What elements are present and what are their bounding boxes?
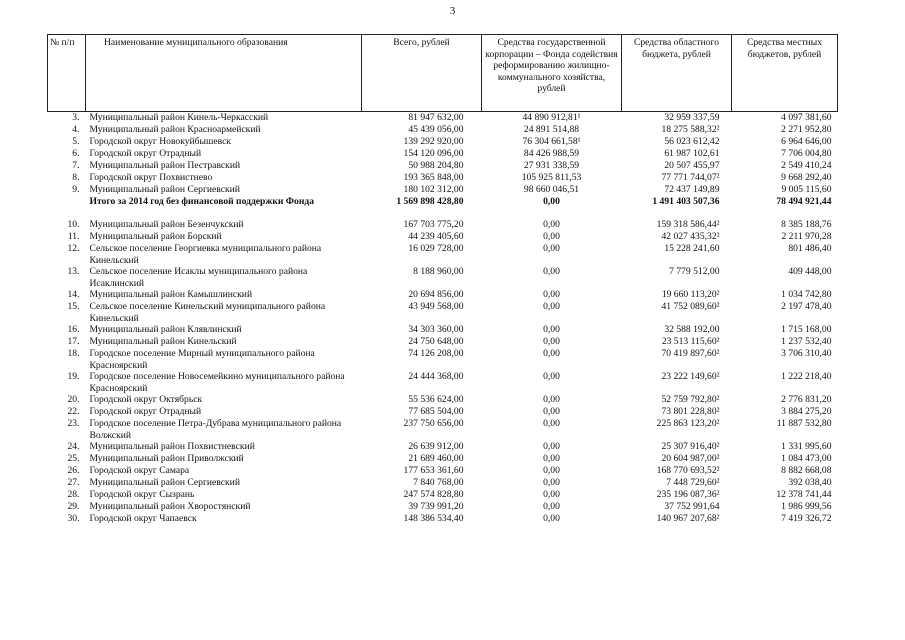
row-total: 81 947 632,00 xyxy=(408,112,464,123)
row-name: Муниципальный район Пестравский xyxy=(89,160,241,171)
row-number: 15. xyxy=(67,301,80,312)
row-fund: 98 660 046,51 xyxy=(523,184,580,195)
row-number: 28. xyxy=(67,489,80,500)
header-total: Всего, рублей xyxy=(362,35,482,112)
row-number: 20. xyxy=(67,394,80,405)
table-row xyxy=(48,336,838,348)
row-local: 7 419 326,72 xyxy=(781,513,832,524)
row-number: 12. xyxy=(67,243,80,254)
row-fund: 0,00 xyxy=(543,406,560,417)
row-name: Сельское поселение Георгиевка муниципального района Кинельский xyxy=(89,243,322,266)
row-regional: 1 491 403 507,36 xyxy=(652,196,720,207)
row-name: Муниципальный район Приволжский xyxy=(89,453,244,464)
row-name: Муниципальный район Сергиевский xyxy=(89,477,240,488)
page-number: 3 xyxy=(449,5,456,17)
row-name: Муниципальный район Камышлинский xyxy=(89,289,253,300)
row-total: 1 569 898 428,80 xyxy=(396,196,464,207)
row-name: Муниципальный район Красноармейский xyxy=(89,124,261,135)
row-fund: 0,00 xyxy=(543,418,560,429)
row-total: 34 303 360,00 xyxy=(408,324,464,335)
row-name: Городское поселение Новосемейкино муниципального района Красноярский xyxy=(89,371,345,394)
table-header xyxy=(48,35,838,112)
row-fund: 24 891 514,88 xyxy=(523,124,580,135)
row-name: Муниципальный район Хворостянский xyxy=(89,501,251,512)
row-regional: 70 419 897,60² xyxy=(661,348,720,359)
row-regional: 32 588 192,00 xyxy=(664,324,720,335)
row-fund: 0,00 xyxy=(543,489,560,500)
row-fund: 105 925 811,53 xyxy=(521,172,582,183)
row-name: Итого за 2014 год без финансовой поддержки Фонда xyxy=(89,196,315,207)
row-local: 3 884 275,20 xyxy=(781,406,832,417)
row-total: 177 653 361,60 xyxy=(403,465,464,476)
table-row xyxy=(48,289,838,301)
subtotal-row xyxy=(48,196,838,219)
row-number: 16. xyxy=(67,324,80,335)
row-regional: 25 307 916,40² xyxy=(661,441,720,452)
row-regional: 225 863 123,20² xyxy=(656,418,720,429)
row-total: 26 639 912,00 xyxy=(408,441,464,452)
row-number: 4. xyxy=(72,124,80,135)
table-row xyxy=(48,243,838,266)
row-number: 30. xyxy=(67,513,80,524)
row-name: Городской округ Октябрьск xyxy=(89,394,203,405)
row-number: 9. xyxy=(72,184,80,195)
table-row xyxy=(48,219,838,231)
row-total: 39 739 991,20 xyxy=(408,501,464,512)
table-row xyxy=(48,231,838,243)
row-name: Городской округ Отрадный xyxy=(89,148,202,159)
row-regional: 77 771 744,07² xyxy=(661,172,720,183)
row-fund: 0,00 xyxy=(543,336,560,347)
header-num: № п/п xyxy=(48,35,86,112)
table-row xyxy=(48,148,838,160)
row-name: Муниципальный район Похвистневский xyxy=(89,441,255,452)
row-number: 26. xyxy=(67,465,80,476)
row-total: 55 536 624,00 xyxy=(408,394,464,405)
row-number: 18. xyxy=(67,348,80,359)
row-fund: 44 890 912,81¹ xyxy=(522,112,581,123)
row-regional: 235 196 087,36² xyxy=(656,489,720,500)
row-local: 2 549 410,24 xyxy=(781,160,832,171)
row-total: 180 102 312,00 xyxy=(403,184,464,195)
row-name: Муниципальный район Борский xyxy=(89,231,222,242)
row-name: Сельское поселение Исаклы муниципального района Исаклинский xyxy=(89,266,308,289)
row-number xyxy=(48,196,86,219)
row-total: 193 365 848,00 xyxy=(403,172,464,183)
row-number: 11. xyxy=(67,231,80,242)
row-regional: 61 987 102,61 xyxy=(664,148,720,159)
row-fund: 0,00 xyxy=(543,371,560,382)
row-regional: 18 275 588,32² xyxy=(661,124,720,135)
row-local: 3 706 310,40 xyxy=(781,348,832,359)
row-total: 148 386 534,40 xyxy=(403,513,464,524)
row-total: 247 574 828,80 xyxy=(403,489,464,500)
table-row xyxy=(48,371,838,394)
row-fund: 0,00 xyxy=(543,301,560,312)
row-fund: 76 304 661,58¹ xyxy=(522,136,581,147)
row-local: 78 494 921,44 xyxy=(776,196,832,207)
row-regional: 19 660 113,20² xyxy=(661,289,720,300)
row-local: 409 448,00 xyxy=(788,266,832,277)
row-fund: 84 426 988,59 xyxy=(523,148,580,159)
row-regional: 73 801 228,80² xyxy=(661,406,720,417)
header-local: Средства местных бюджетов, рублей xyxy=(732,35,838,112)
row-name: Муниципальный район Безенчукский xyxy=(89,219,244,230)
funding-table xyxy=(47,34,838,525)
row-regional: 23 513 115,60² xyxy=(661,336,720,347)
row-total: 43 949 568,00 xyxy=(408,301,464,312)
row-fund: 0,00 xyxy=(543,324,560,335)
row-local: 9 005 115,60 xyxy=(781,184,832,195)
table-row xyxy=(48,489,838,501)
row-number: 10. xyxy=(67,219,80,230)
row-fund: 0,00 xyxy=(543,441,560,452)
row-number: 19. xyxy=(67,371,80,382)
row-regional: 72 437 149,89 xyxy=(664,184,720,195)
table-row xyxy=(48,324,838,336)
table-row xyxy=(48,136,838,148)
table-row xyxy=(48,172,838,184)
row-local: 11 887 532,80 xyxy=(776,418,832,429)
row-regional: 15 228 241,60 xyxy=(664,243,720,254)
row-total: 21 689 460,00 xyxy=(408,453,464,464)
table-row xyxy=(48,394,838,406)
row-regional: 41 752 089,60² xyxy=(661,301,720,312)
row-total: 24 750 648,00 xyxy=(408,336,464,347)
row-total: 16 029 728,00 xyxy=(408,243,464,254)
row-number: 29. xyxy=(67,501,80,512)
row-fund: 0,00 xyxy=(543,219,560,230)
row-name: Городской округ Отрадный xyxy=(89,406,202,417)
table-row xyxy=(48,406,838,418)
table-body xyxy=(48,112,838,526)
row-regional: 159 318 586,44² xyxy=(656,219,720,230)
row-number: 13. xyxy=(67,266,80,277)
table-row xyxy=(48,465,838,477)
row-regional: 140 967 207,68² xyxy=(656,513,720,524)
header-name: Наименование муниципального образования xyxy=(86,35,362,112)
table-row xyxy=(48,301,838,324)
row-fund: 0,00 xyxy=(543,231,560,242)
row-regional: 20 604 987,00² xyxy=(661,453,720,464)
row-number: 8. xyxy=(72,172,80,183)
row-regional: 32 959 337,59 xyxy=(664,112,720,123)
row-local: 1 986 999,56 xyxy=(781,501,832,512)
row-local: 392 038,40 xyxy=(788,477,832,488)
table-row xyxy=(48,348,838,371)
row-number: 7. xyxy=(72,160,80,171)
row-total: 7 840 768,00 xyxy=(413,477,464,488)
row-local: 1 222 218,40 xyxy=(781,371,832,382)
row-fund: 27 931 338,59 xyxy=(523,160,580,171)
table-row xyxy=(48,441,838,453)
row-regional: 42 027 435,32² xyxy=(661,231,720,242)
row-name: Городской округ Похвистнево xyxy=(89,172,213,183)
table-row xyxy=(48,160,838,172)
row-number: 17. xyxy=(67,336,80,347)
row-total: 77 685 504,00 xyxy=(408,406,464,417)
row-total: 50 988 204,80 xyxy=(408,160,464,171)
row-number: 27. xyxy=(67,477,80,488)
row-number: 24. xyxy=(67,441,80,452)
row-local: 1 331 995,60 xyxy=(781,441,832,452)
table-row xyxy=(48,477,838,489)
row-total: 24 444 368,00 xyxy=(408,371,464,382)
row-fund: 0,00 xyxy=(543,513,560,524)
row-local: 801 486,40 xyxy=(788,243,832,254)
row-local: 12 378 741,44 xyxy=(776,489,832,500)
header-fund: Средства государственной корпорации – Фонда содействия реформированию жилищно-коммунального хозяйства, рублей xyxy=(482,35,622,112)
row-total: 44 239 405,60 xyxy=(408,231,464,242)
row-total: 139 292 920,00 xyxy=(403,136,464,147)
row-local: 6 964 646,00 xyxy=(781,136,832,147)
row-local: 1 084 473,00 xyxy=(781,453,832,464)
row-local: 1 034 742,80 xyxy=(781,289,832,300)
row-fund: 0,00 xyxy=(543,289,560,300)
row-local: 2 271 952,80 xyxy=(781,124,832,135)
row-regional: 37 752 991,64 xyxy=(664,501,720,512)
table-row xyxy=(48,418,838,441)
header-regional: Средства областного бюджета, рублей xyxy=(622,35,732,112)
row-total: 154 120 096,00 xyxy=(403,148,464,159)
table-row xyxy=(48,513,838,525)
row-total: 45 439 056,00 xyxy=(408,124,464,135)
row-fund: 0,00 xyxy=(543,453,560,464)
row-number: 3. xyxy=(72,112,80,123)
table-row xyxy=(48,266,838,289)
row-name: Муниципальный район Клявлинский xyxy=(89,324,242,335)
row-number: 6. xyxy=(72,148,80,159)
row-fund: 0,00 xyxy=(543,465,560,476)
row-regional: 168 770 693,52² xyxy=(656,465,720,476)
row-name: Городской округ Новокуйбышевск xyxy=(89,136,232,147)
row-fund: 0,00 xyxy=(543,243,560,254)
row-name: Муниципальный район Кинель-Черкасский xyxy=(89,112,269,123)
row-fund: 0,00 xyxy=(543,348,560,359)
row-regional: 7 779 512,00 xyxy=(669,266,720,277)
row-name: Сельское поселение Кинельский муниципального района Кинельский xyxy=(89,301,326,324)
row-local: 1 715 168,00 xyxy=(781,324,832,335)
row-name: Городской округ Самара xyxy=(89,465,190,476)
row-regional: 52 759 792,80² xyxy=(661,394,720,405)
row-regional: 23 222 149,60² xyxy=(661,371,720,382)
row-local: 7 706 004,80 xyxy=(781,148,832,159)
row-name: Муниципальный район Кинельский xyxy=(89,336,237,347)
row-local: 9 668 292,40 xyxy=(781,172,832,183)
row-fund: 0,00 xyxy=(543,266,560,277)
row-total: 237 750 656,00 xyxy=(403,418,464,429)
row-local: 2 211 970,28 xyxy=(781,231,832,242)
row-name: Городской округ Сызрань xyxy=(89,489,195,500)
row-total: 8 188 960,00 xyxy=(413,266,464,277)
row-local: 8 882 668,08 xyxy=(781,465,832,476)
row-name: Городское поселение Мирный муниципального района Красноярский xyxy=(89,348,315,371)
row-local: 2 197 478,40 xyxy=(781,301,832,312)
table-row xyxy=(48,124,838,136)
row-local: 4 097 381,60 xyxy=(781,112,832,123)
row-regional: 56 023 612,42 xyxy=(664,136,720,147)
row-regional: 20 507 455,97 xyxy=(664,160,720,171)
table-row xyxy=(48,184,838,196)
row-name: Муниципальный район Сергиевский xyxy=(89,184,240,195)
row-number: 5. xyxy=(72,136,80,147)
row-number: 14. xyxy=(67,289,80,300)
row-total: 167 703 775,20 xyxy=(403,219,464,230)
table-row xyxy=(48,112,838,125)
row-local: 8 385 188,76 xyxy=(781,219,832,230)
row-number: 25. xyxy=(67,453,80,464)
row-fund: 0,00 xyxy=(543,196,560,207)
table-row xyxy=(48,501,838,513)
row-fund: 0,00 xyxy=(543,501,560,512)
row-number: 23. xyxy=(67,418,80,429)
row-number: 22. xyxy=(67,406,80,417)
row-fund: 0,00 xyxy=(543,477,560,488)
row-local: 2 776 831,20 xyxy=(781,394,832,405)
table-row xyxy=(48,453,838,465)
row-total: 74 126 208,00 xyxy=(408,348,464,359)
row-name: Городской округ Чапаевск xyxy=(89,513,197,524)
row-regional: 7 448 729,60² xyxy=(666,477,720,488)
row-total: 20 694 856,00 xyxy=(408,289,464,300)
row-name: Городское поселение Петра-Дубрава муниципального района Волжский xyxy=(89,418,342,441)
row-local: 1 237 532,40 xyxy=(781,336,832,347)
row-fund: 0,00 xyxy=(543,394,560,405)
